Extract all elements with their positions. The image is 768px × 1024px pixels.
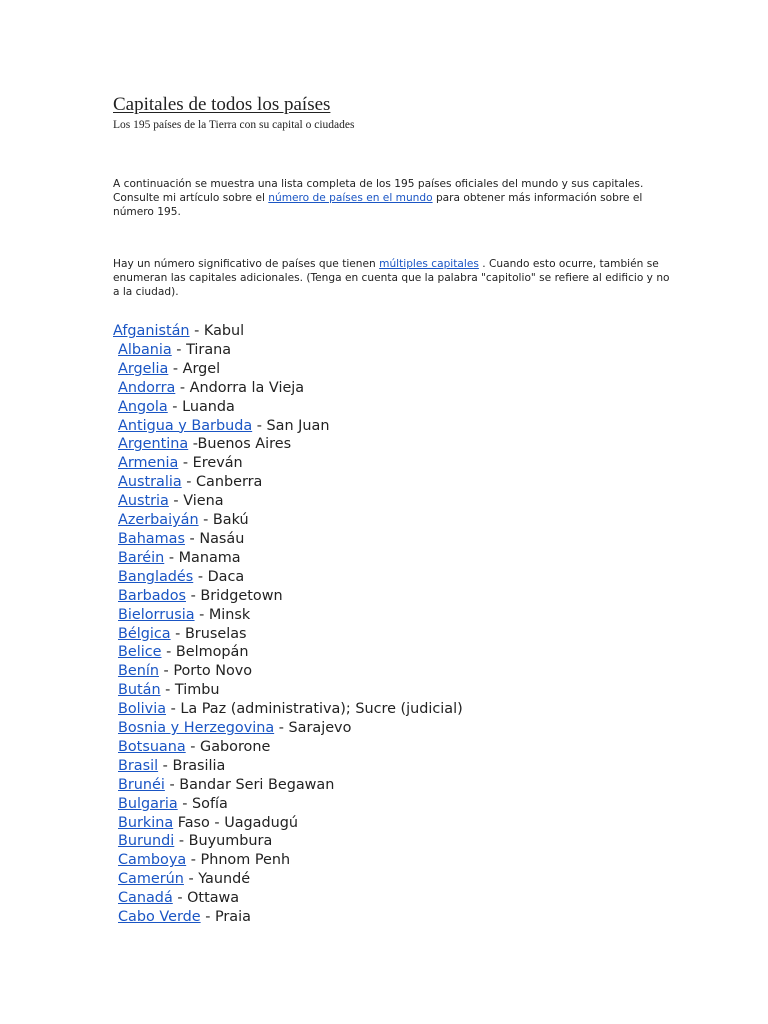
- capital-name: Viena: [183, 493, 224, 510]
- separator: -: [170, 625, 185, 642]
- list-item: [113, 398, 733, 417]
- separator: -: [172, 890, 188, 907]
- list-item: [113, 606, 733, 625]
- separator: -: [164, 776, 180, 793]
- intro-paragraph-1: [113, 177, 673, 219]
- capital-name: Bakú: [212, 512, 249, 529]
- capital-name: Manama: [178, 549, 241, 566]
- country-link[interactable]: Canadá: [118, 890, 173, 907]
- separator: -: [158, 663, 174, 680]
- separator: -: [200, 909, 215, 926]
- separator: Faso -: [173, 814, 225, 831]
- capital-name: Tirana: [186, 341, 232, 358]
- capital-name: Andorra la Vieja: [189, 379, 305, 396]
- capital-name: Gaborone: [200, 738, 271, 755]
- capital-name: Minsk: [208, 606, 251, 623]
- list-item: [113, 889, 733, 908]
- separator: -: [186, 852, 201, 869]
- country-capital-list: [113, 322, 733, 927]
- page-title: Capitales de todos los países: [113, 94, 331, 115]
- capital-name: Yaundé: [198, 871, 251, 888]
- list-item: [113, 473, 733, 492]
- intro-text: A continuación se muestra una lista completa de los 195 países oficiales del mundo y sus capitales. Consulte mi artículo sobre el: [113, 178, 644, 204]
- separator: -: [177, 795, 193, 812]
- separator: -: [168, 360, 183, 377]
- capital-name: Luanda: [182, 398, 235, 415]
- separator: -: [188, 436, 198, 453]
- country-link[interactable]: Belice: [118, 644, 162, 661]
- capital-name: Daca: [207, 568, 245, 585]
- capital-name: Canberra: [196, 474, 263, 491]
- country-link[interactable]: Bélgica: [118, 625, 171, 642]
- country-link[interactable]: Burkina: [118, 814, 174, 831]
- separator: -: [194, 606, 209, 623]
- country-link[interactable]: Afganistán: [113, 323, 190, 339]
- list-item: [113, 587, 733, 606]
- capital-name: Ereván: [192, 455, 243, 472]
- separator: -: [164, 549, 179, 566]
- intro-text: para obtener más información sobre el número 195.: [113, 192, 643, 218]
- separator: -: [175, 379, 190, 396]
- separator: -: [166, 701, 181, 718]
- list-item: [113, 511, 733, 530]
- capital-name: Timbu: [174, 682, 220, 699]
- capital-name: Phnom Penh: [200, 852, 291, 869]
- country-link[interactable]: Camerún: [118, 871, 184, 888]
- country-link[interactable]: Argelia: [118, 360, 169, 377]
- capital-name: La Paz (administrativa); Sucre (judicial): [180, 701, 463, 718]
- country-link[interactable]: Argentina: [118, 436, 189, 453]
- capital-name: Sarajevo: [288, 720, 352, 737]
- country-link[interactable]: Angola: [118, 398, 168, 415]
- separator: -: [181, 474, 196, 491]
- separator: -: [160, 682, 175, 699]
- separator: -: [186, 587, 201, 604]
- list-item: [113, 417, 733, 436]
- separator: -: [168, 493, 184, 510]
- list-item: [113, 435, 733, 454]
- country-link[interactable]: Burundi: [118, 833, 175, 850]
- list-item: [113, 492, 733, 511]
- multiple-capitals-link[interactable]: múltiples capitales: [379, 258, 479, 270]
- separator: -: [184, 530, 200, 547]
- country-link[interactable]: Cabo Verde: [118, 909, 201, 926]
- intro-text: . Cuando esto ocurre, también se enumeran las capitales adicionales. (Tenga en cuenta que la palabra "capitolio" se refiere al edificio y no a la ciudad).: [113, 258, 670, 298]
- list-item: [113, 625, 733, 644]
- capital-name: Buenos Aires: [197, 436, 292, 453]
- capital-name: Argel: [182, 360, 221, 377]
- country-link[interactable]: Brunéi: [118, 776, 165, 793]
- list-item: [113, 454, 733, 473]
- country-link[interactable]: Bután: [118, 682, 161, 699]
- capital-name: Nasáu: [199, 530, 245, 547]
- list-item: [113, 851, 733, 870]
- capital-name: Brasilia: [172, 757, 226, 774]
- separator: -: [161, 644, 176, 661]
- list-item: [113, 814, 733, 833]
- list-item: [113, 530, 733, 549]
- capital-name: Uagadugú: [224, 814, 299, 831]
- intro-paragraph-2: [113, 257, 673, 299]
- list-item: [113, 549, 733, 568]
- list-item: [113, 568, 733, 587]
- country-link[interactable]: Andorra: [118, 379, 176, 396]
- list-item: [113, 643, 733, 662]
- country-link[interactable]: Benín: [118, 663, 159, 680]
- list-item: [113, 681, 733, 700]
- list-item: [113, 322, 733, 341]
- separator: -: [198, 512, 213, 529]
- country-link[interactable]: Australia: [118, 474, 182, 491]
- list-item: [113, 870, 733, 889]
- capital-name: Praia: [214, 909, 251, 926]
- country-link[interactable]: Bangladés: [118, 568, 194, 585]
- list-item: [113, 341, 733, 360]
- list-item: [113, 908, 733, 927]
- separator: -: [171, 341, 187, 358]
- country-link[interactable]: Camboya: [118, 852, 187, 869]
- separator: -: [193, 568, 208, 585]
- capital-name: Bandar Seri Begawan: [179, 776, 335, 793]
- separator: -: [183, 871, 199, 888]
- capital-name: Sofía: [192, 795, 228, 812]
- page-header: [113, 94, 673, 132]
- list-item: [113, 776, 733, 795]
- list-item: [113, 360, 733, 379]
- separator: -: [158, 757, 173, 774]
- list-item: [113, 700, 733, 719]
- intro-text: Hay un número significativo de países que tienen: [113, 258, 380, 270]
- capital-name: Buyumbura: [188, 833, 273, 850]
- page-subtitle: Los 195 países de la Tierra con su capital o ciudades: [113, 119, 355, 131]
- country-link[interactable]: Brasil: [118, 757, 159, 774]
- country-link[interactable]: Albania: [118, 341, 172, 358]
- capital-name: Kabul: [203, 323, 245, 339]
- separator: -: [252, 417, 267, 434]
- country-link[interactable]: Bahamas: [118, 530, 185, 547]
- separator: -: [274, 720, 289, 737]
- country-link[interactable]: Austria: [118, 493, 169, 510]
- list-item: [113, 662, 733, 681]
- capital-name: Porto Novo: [173, 663, 253, 680]
- countries-count-link[interactable]: número de países en el mundo: [268, 192, 433, 204]
- capital-name: San Juan: [266, 417, 330, 434]
- list-item: [113, 719, 733, 738]
- country-link[interactable]: Bolivia: [118, 701, 167, 718]
- country-link[interactable]: Antigua y Barbuda: [118, 417, 253, 434]
- separator: -: [185, 738, 201, 755]
- separator: -: [189, 323, 204, 339]
- capital-name: Ottawa: [187, 890, 240, 907]
- country-link[interactable]: Bulgaria: [118, 795, 178, 812]
- list-item: [113, 379, 733, 398]
- separator: -: [178, 455, 193, 472]
- separator: -: [174, 833, 189, 850]
- separator: -: [167, 398, 183, 415]
- country-link[interactable]: Baréin: [118, 549, 165, 566]
- capital-name: Belmopán: [175, 644, 249, 661]
- country-link[interactable]: Bosnia y Herzegovina: [118, 720, 275, 737]
- list-item: [113, 738, 733, 757]
- capital-name: Bruselas: [184, 625, 247, 642]
- country-link[interactable]: Armenia: [118, 455, 179, 472]
- country-link[interactable]: Bielorrusia: [118, 606, 195, 623]
- country-link[interactable]: Azerbaiyán: [118, 512, 199, 529]
- list-item: [113, 795, 733, 814]
- capital-name: Bridgetown: [200, 587, 283, 604]
- list-item: [113, 757, 733, 776]
- list-item: [113, 832, 733, 851]
- country-link[interactable]: Botsuana: [118, 738, 186, 755]
- country-link[interactable]: Barbados: [118, 587, 186, 604]
